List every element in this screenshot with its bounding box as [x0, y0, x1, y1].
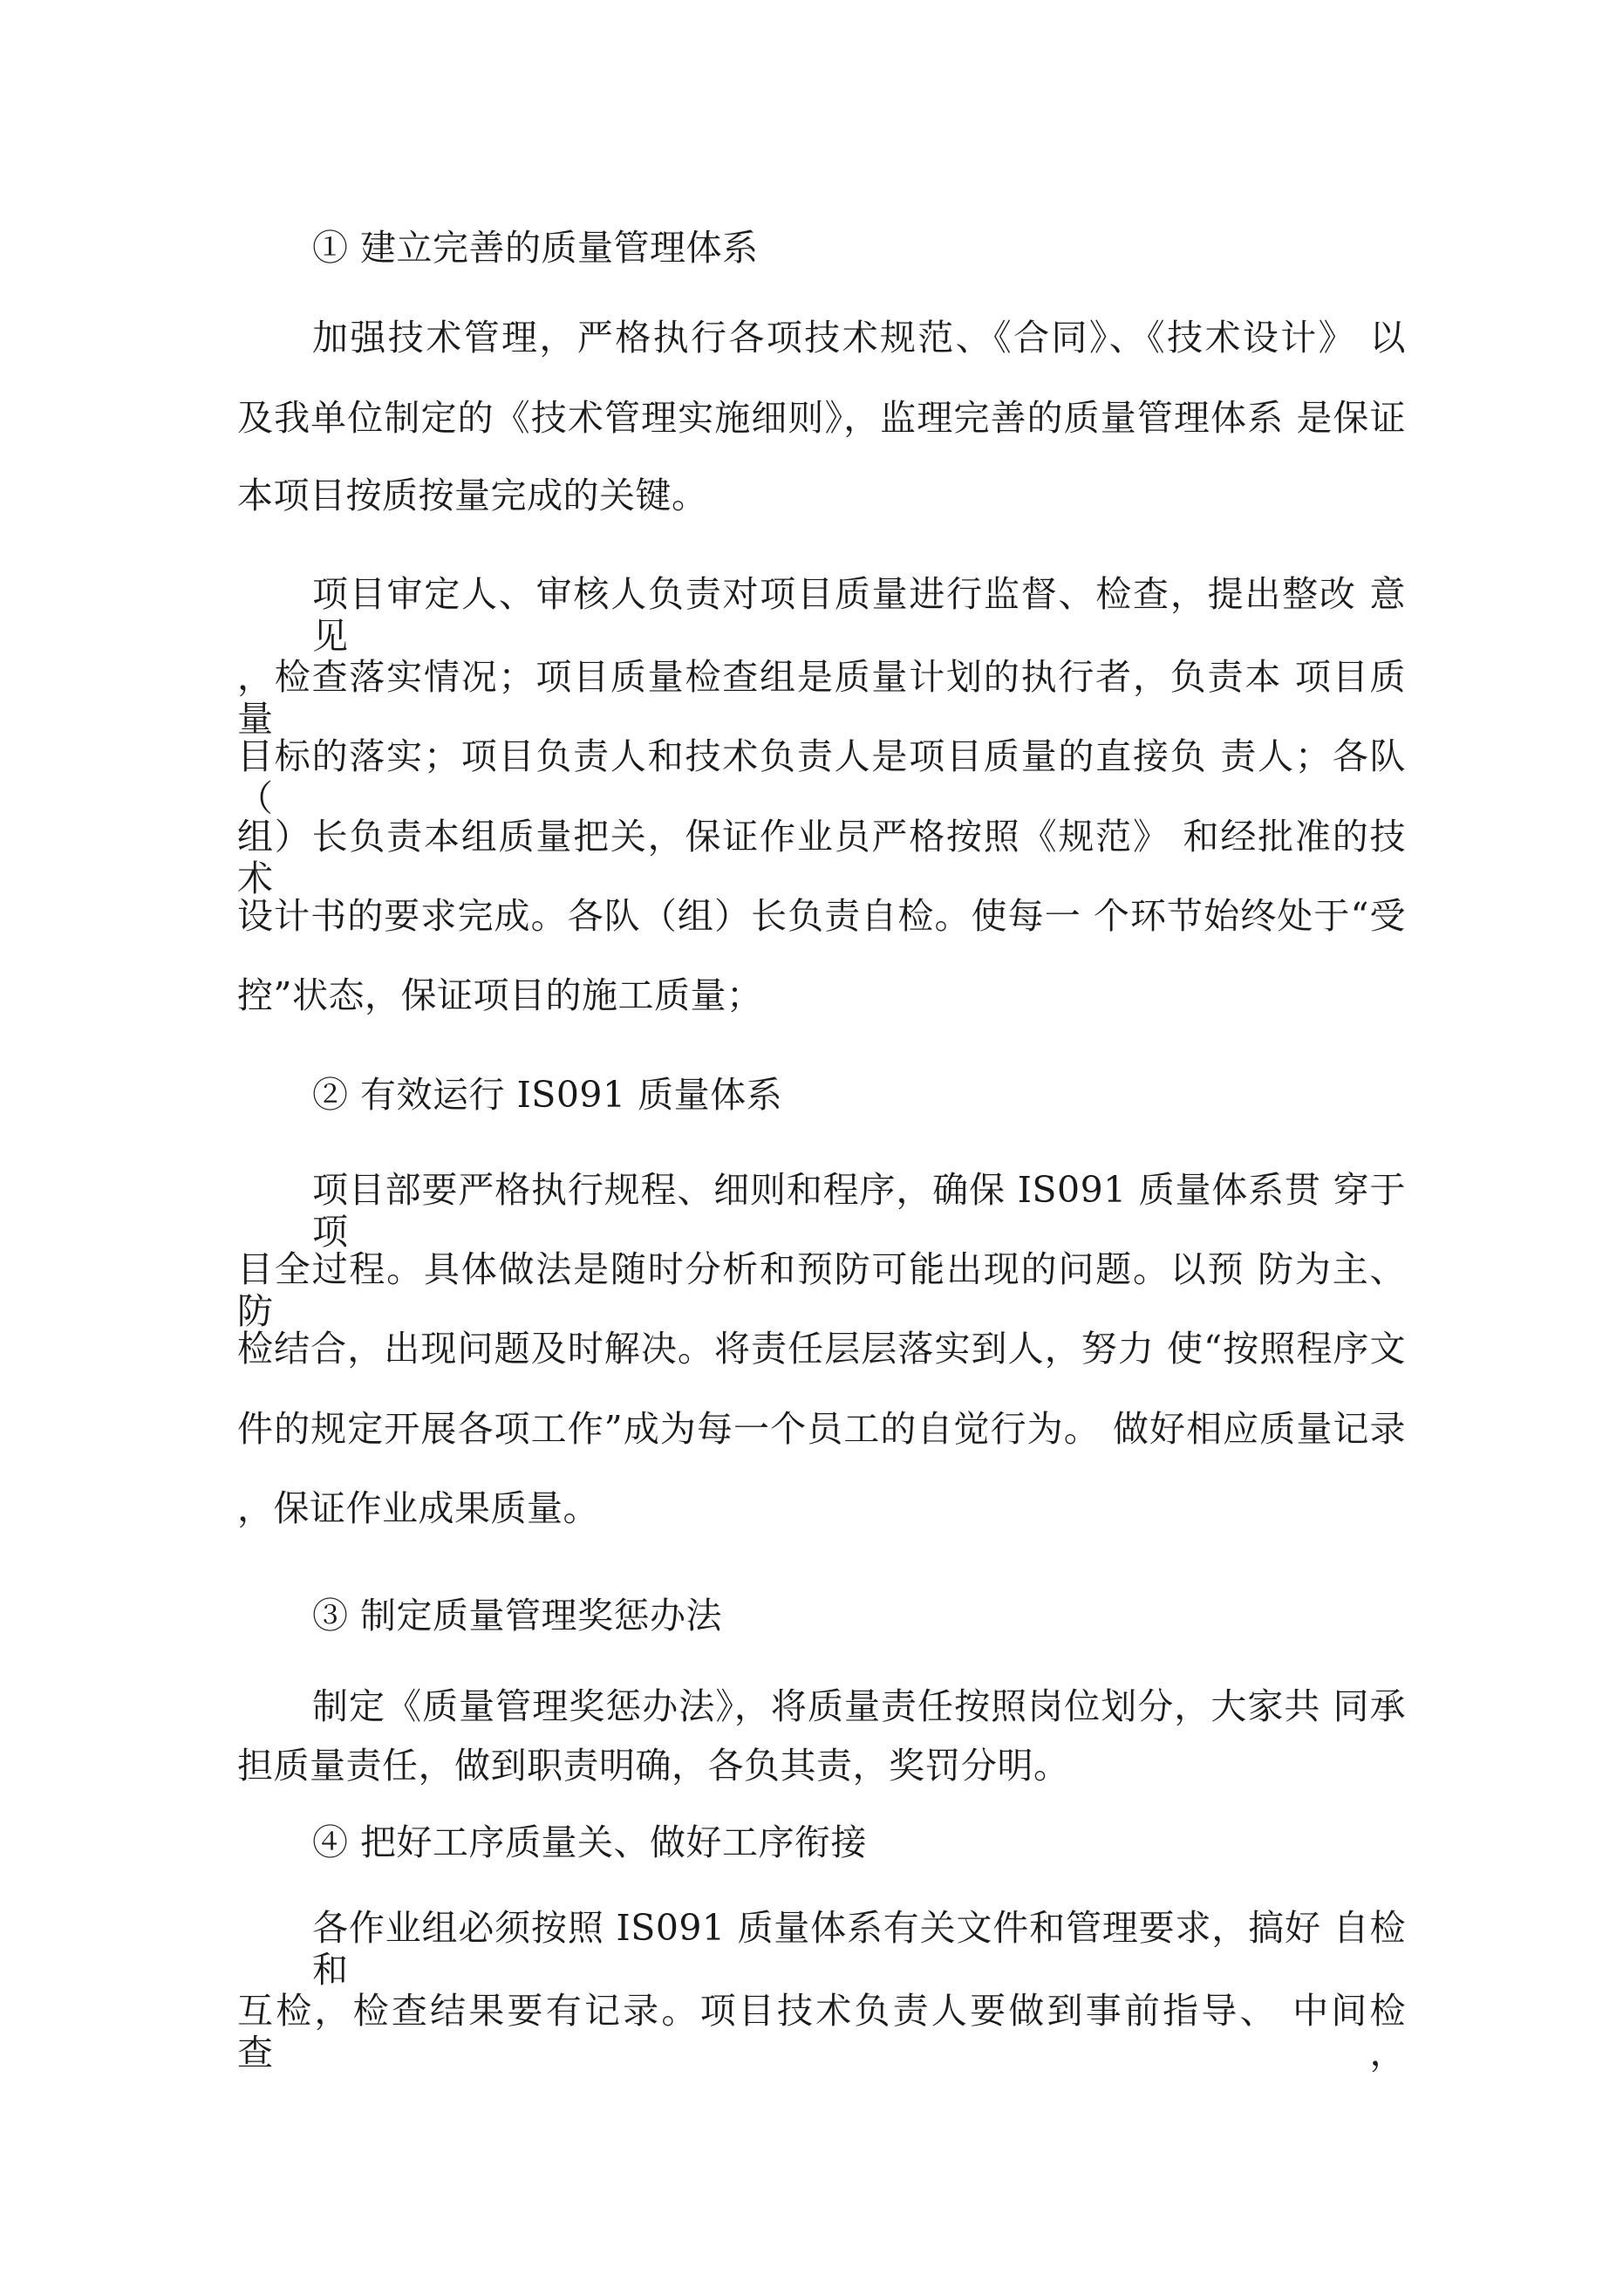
paragraph-line: 各作业组必须按照 IS091 质量体系有关文件和管理要求，搞好 自检和: [312, 1907, 1406, 1991]
paragraph-line: 设计书的要求完成。各队（组）长负责自检。使每一 个环节始终处于“受: [237, 895, 1406, 937]
paragraph-line: ，检查落实情况；项目质量检查组是质量计划的执行者，负责本 项目质量: [237, 656, 1406, 740]
heading-3: ③ 制定质量管理奖惩办法: [312, 1595, 723, 1637]
heading-2: ② 有效运行 IS091 质量体系: [312, 1074, 783, 1116]
paragraph-line: 及我单位制定的《技术管理实施细则》，监理完善的质量管理体系 是保证: [237, 397, 1406, 439]
paragraph-line: 控”状态，保证项目的施工质量；: [237, 974, 763, 1016]
paragraph-line: 项目审定人、审核人负责对项目质量进行监督、检查，提出整改 意见: [312, 573, 1406, 657]
paragraph-line: 项目部要严格执行规程、细则和程序，确保 IS091 质量体系贯 穿于项: [312, 1169, 1406, 1253]
paragraph-line: 目全过程。具体做法是随时分析和预防可能出现的问题。以预 防为主、防: [237, 1248, 1406, 1332]
paragraph-line: 本项目按质按量完成的关键。: [237, 475, 708, 516]
paragraph-line: 组）长负责本组质量把关，保证作业员严格按照《规范》 和经批准的技术: [237, 816, 1406, 899]
paragraph-line: 制定《质量管理奖惩办法》，将质量责任按照岗位划分，大家共 同承: [312, 1685, 1406, 1727]
paragraph-line: 担质量责任，做到职责明确，各负其责，奖罚分明。: [237, 1745, 1070, 1787]
heading-1: ① 建立完善的质量管理体系: [312, 227, 759, 269]
paragraph-line: 检结合，出现问题及时解决。将责任层层落实到人，努力 使“按照程序文: [237, 1328, 1406, 1370]
paragraph-line: ，保证作业成果质量。: [237, 1487, 599, 1529]
paragraph-line: 目标的落实；项目负责人和技术负责人是项目质量的直接负 责人；各队（: [237, 735, 1406, 819]
paragraph-line: 互检，检查结果要有记录。项目技术负责人要做到事前指导、 中间检查，: [237, 1990, 1406, 2074]
paragraph-line: 加强技术管理，严格执行各项技术规范、《合同》、《技术设计》 以: [312, 317, 1406, 359]
paragraph-line: 件的规定开展各项工作”成为每一个员工的自觉行为。 做好相应质量记录: [237, 1408, 1406, 1450]
heading-4: ④ 把好工序质量关、做好工序衔接: [312, 1821, 868, 1863]
